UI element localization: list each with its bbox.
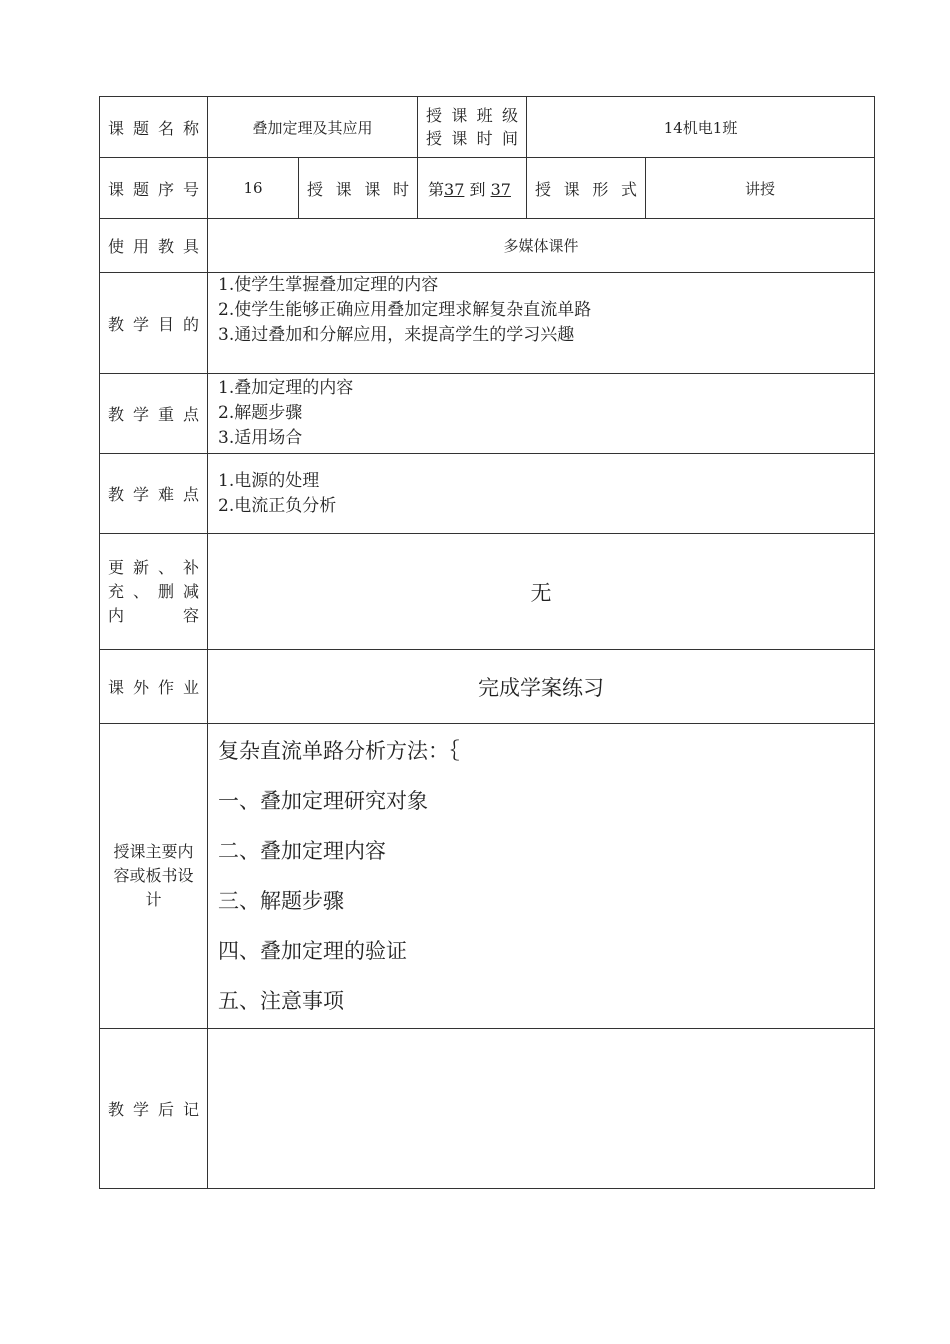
period-range [418,158,527,219]
updates-row [100,534,875,650]
goal-item: 1.使学生掌握叠加定理的内容 [218,275,439,295]
goal-item: 2.使学生能够正确应用叠加定理求解复杂直流单路 [218,300,592,320]
content-item: 二、叠加定理内容 [218,839,386,863]
homework-row [100,650,875,724]
difficulty-item: 1.电源的处理 [218,470,320,491]
time-label: 授课时间 [426,129,519,148]
goals-list [208,273,875,374]
period-prefix: 第 [428,179,445,199]
hours-label: 授课课时 [299,158,418,219]
topic-value: 叠加定理及其应用 [208,97,418,158]
difficulties-label: 教学难点 [100,454,208,534]
tools-label: 使用教具 [100,219,208,273]
goals-row [100,273,875,374]
content-item: 四、叠加定理的验证 [218,939,407,963]
main-content-row [100,724,875,1029]
main-content-label [100,724,208,1029]
form-label: 授课形式 [527,158,646,219]
tools-row [100,219,875,273]
seq-value: 16 [208,158,299,219]
notes-value [208,1029,875,1189]
notes-label: 教学后记 [100,1029,208,1189]
period-from: 37 [444,179,465,199]
content-item: 一、叠加定理研究对象 [218,789,428,813]
seq-label: 课题序号 [100,158,208,219]
main-content-label-line: 授课主要内 [113,842,194,861]
main-content-list [208,724,875,1029]
class-time-label [418,97,527,158]
key-points-row [100,374,875,454]
goals-label: 教学目的 [100,273,208,374]
homework-value: 完成学案练习 [208,650,875,724]
key-point-item: 2.解题步骤 [218,403,303,423]
updates-value: 无 [208,534,875,650]
updates-label-line: 内容 [108,605,199,625]
updates-label-line: 充、删减 [108,581,199,601]
content-item: 复杂直流单路分析方法：｛ [218,739,460,763]
period-to: 37 [490,179,511,199]
updates-label-line: 更新、补 [108,557,199,577]
key-points-list [208,374,875,454]
content-item: 三、解题步骤 [218,889,344,913]
tools-value: 多媒体课件 [208,219,875,273]
topic-label: 课题名称 [100,97,208,158]
class-label: 授课班级 [426,106,519,125]
topic-row [100,97,875,158]
period-mid: 到 [469,179,486,199]
key-points-label: 教学重点 [100,374,208,454]
lesson-plan-table [99,96,875,1189]
key-point-item: 3.适用场合 [218,428,303,448]
form-value: 讲授 [646,158,875,219]
difficulty-item: 2.电流正负分析 [218,495,337,516]
difficulties-row [100,454,875,534]
homework-label: 课外作业 [100,650,208,724]
key-point-item: 1.叠加定理的内容 [218,378,354,398]
class-value: 14机电1班 [527,97,875,158]
notes-row [100,1029,875,1189]
main-content-label-line: 容或板书设 [113,866,194,885]
content-item: 五、注意事项 [218,989,344,1013]
goal-item: 3.通过叠加和分解应用，来提高学生的学习兴趣 [218,325,575,345]
updates-label [100,534,208,650]
sequence-row [100,158,875,219]
difficulties-list [208,454,875,534]
main-content-label-line: 计 [145,890,162,909]
